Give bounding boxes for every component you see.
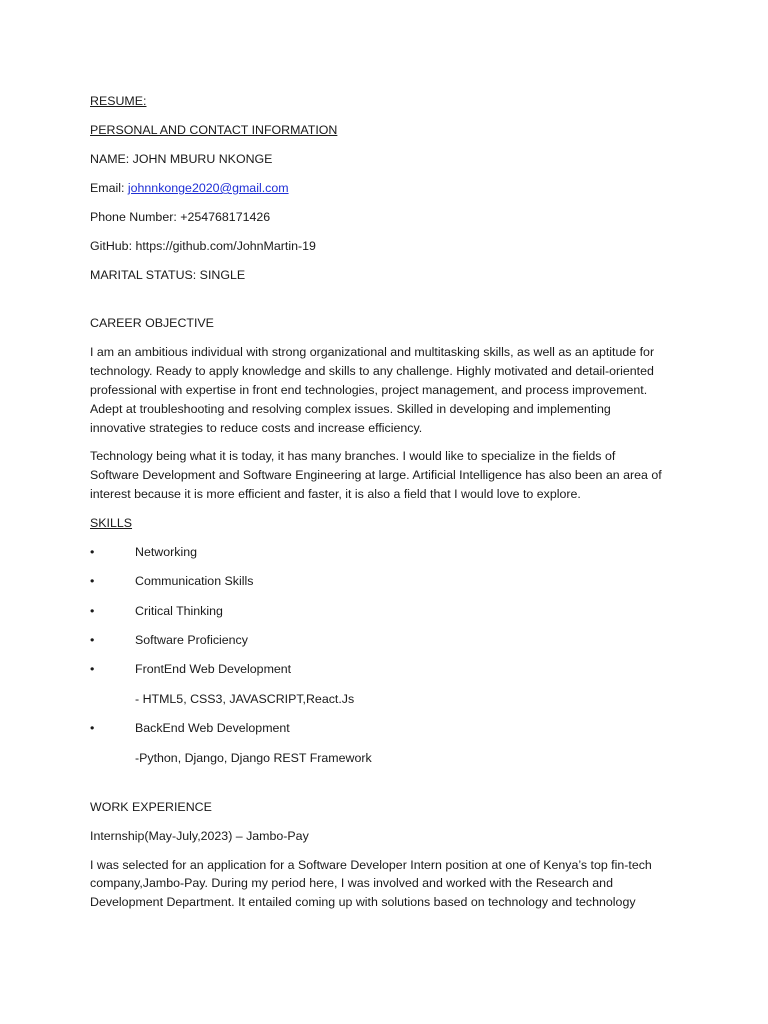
bullet-icon: • bbox=[90, 662, 95, 677]
bullet-icon: • bbox=[90, 721, 95, 736]
bullet-icon: • bbox=[90, 603, 95, 618]
text-line: I am an ambitious individual with strong organizational and multitasking skills, as well as an aptitude for bbox=[90, 345, 655, 360]
resume-page bbox=[90, 92, 690, 922]
skill-label: Critical Thinking bbox=[135, 603, 223, 618]
frontend-sub-skills: - HTML5, CSS3, JAVASCRIPT,React.Js bbox=[135, 691, 355, 706]
name-line: NAME: JOHN MBURU NKONGE bbox=[90, 151, 273, 166]
skill-item bbox=[90, 572, 690, 591]
text-line: professional with expertise in front end technologies, project management, and process improvement. bbox=[90, 383, 648, 398]
job-title: Internship(May-July,2023) – Jambo-Pay bbox=[90, 828, 309, 843]
skill-item bbox=[90, 602, 690, 621]
text-line: Adept at troubleshooting and resolving complex issues. Skilled in developing and implementing bbox=[90, 401, 611, 416]
email-label: Email: bbox=[90, 180, 128, 195]
skills-heading: SKILLS bbox=[90, 515, 133, 530]
skill-label: BackEnd Web Development bbox=[135, 721, 290, 736]
career-objective-heading: CAREER OBJECTIVE bbox=[90, 316, 214, 331]
email-line bbox=[90, 179, 690, 198]
work-experience-heading: WORK EXPERIENCE bbox=[90, 799, 212, 814]
skill-label: Software Proficiency bbox=[135, 633, 248, 647]
text-line: company,Jambo-Pay. During my period here, I was involved and worked with the Research and bbox=[90, 876, 613, 891]
text-line: I was selected for an application for a Software Developer Intern position at one of Kenya’s top fin-tech bbox=[90, 857, 652, 872]
spacer bbox=[90, 295, 690, 315]
bullet-icon: • bbox=[90, 633, 95, 647]
bullet-icon: • bbox=[90, 574, 95, 589]
text-line: innovative strategies to reduce costs and increase efficiency. bbox=[90, 420, 423, 435]
bullet-icon: • bbox=[90, 544, 95, 559]
skill-label: Communication Skills bbox=[135, 574, 254, 589]
phone-line: Phone Number: +254768171426 bbox=[90, 209, 271, 224]
skill-item bbox=[90, 660, 690, 679]
spacer bbox=[90, 778, 690, 798]
skill-item bbox=[90, 543, 690, 562]
marital-status-line: MARITAL STATUS: SINGLE bbox=[90, 267, 246, 282]
text-line: interest because it is more efficient and faster, it is also a field that I would love to explore. bbox=[90, 487, 581, 502]
skill-item bbox=[90, 631, 690, 650]
skill-item bbox=[90, 719, 690, 738]
career-paragraph-2 bbox=[90, 447, 690, 503]
text-line: Development Department. It entailed coming up with solutions based on technology and technology bbox=[90, 895, 636, 910]
skill-label: FrontEnd Web Development bbox=[135, 662, 292, 677]
text-line: Software Development and Software Engineering at large. Artificial Intelligence has also been an area of bbox=[90, 468, 662, 483]
text-line: Technology being what it is today, it has many branches. I would like to specialize in the fields of bbox=[90, 449, 616, 464]
work-paragraph bbox=[90, 856, 690, 912]
personal-info-heading: PERSONAL AND CONTACT INFORMATION bbox=[90, 122, 338, 137]
text-line: technology. Ready to apply knowledge and skills to any challenge. Highly motivated and detail-oriented bbox=[90, 364, 654, 379]
email-link[interactable]: johnnkonge2020@gmail.com bbox=[127, 180, 289, 195]
skill-label: Networking bbox=[135, 544, 197, 559]
backend-sub-skills: -Python, Django, Django REST Framework bbox=[135, 750, 372, 765]
resume-heading: RESUME: bbox=[90, 94, 147, 108]
career-paragraph-1 bbox=[90, 343, 690, 437]
github-line: GitHub: https://github.com/JohnMartin-19 bbox=[90, 238, 316, 253]
